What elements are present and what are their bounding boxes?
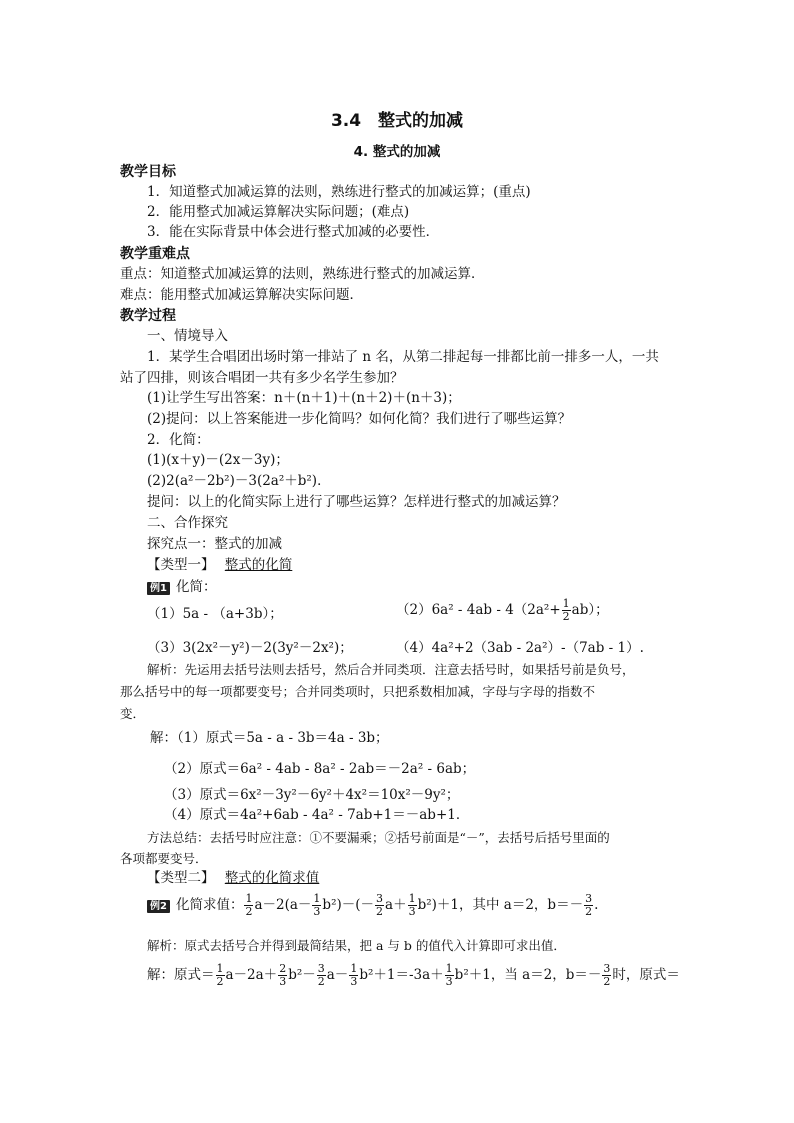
final-solution-prefix: 解：原式＝ [147,967,215,983]
process-text: 提问：以上的化简实际上进行了哪些运算？怎样进行整式的加减运算？ [147,494,566,510]
final-solution-tail: ，当 a＝2，b＝－ [490,967,602,983]
example-two-tail: ＋1，其中 a＝2，b＝－ [436,897,584,913]
process-subheading: 一、情境导入 [147,328,228,344]
method-summary: 各项都要变号． [120,851,208,866]
process-text: 站了四排，则该合唱团一共有多少名学生参加？ [120,370,404,386]
fraction: $\frac{1}{3}$ [408,892,416,918]
type-one-heading [147,556,292,574]
fraction [562,598,571,623]
fraction: $\frac{3}{2}$ [317,962,325,988]
type-one-title: 整式的化简 [224,557,293,573]
example-two-prompt: 化简求值： [175,897,244,913]
type-two-title: 整式的化简求值 [224,870,320,886]
example-one-prompt: 化简： [175,579,217,595]
process-text: (1)让学生写出答案：n＋(n＋1)＋(n＋2)＋(n＋3)； [147,390,461,406]
process-text: 2．化简： [147,432,210,448]
solution-step: （3）原式＝6x²－3y²－6y²＋4x²＝10x²－9y²； [164,787,460,803]
fraction: $\frac{3}{2}$ [585,892,593,918]
final-solution-mid: ＋1＝-3a＋ [373,967,444,983]
example-one-tag: 例1 [147,582,170,595]
section-heading-focus: 教学重难点 [120,246,190,262]
final-solution-line: 解：原式＝ $\frac{1}{2}$ a－2a＋ $\frac{2}{3}$ b²－ $\frac{3}{2}$ a－ $\frac{1}{3}$ b²＋1＝-3a＋ $\frac{1}{3}$ b²＋1，当 a＝2，b＝－ $\frac{3}{2}$ 时，原式＝ [147,962,680,988]
fraction: $\frac{1}{3}$ [445,962,453,988]
goal-item: 2．能用整式加减运算解决实际问题；(难点) [147,204,410,220]
example-one-q4: （4）4a²+2（3ab - 2a²）-（7ab - 1）. [396,640,644,656]
page-subtitle: 4. 整式的加减 [353,144,441,160]
solution-step: （4）原式＝4a²+6ab - 4a² - 7ab+1＝－ab+1． [164,807,470,823]
section-heading-process: 教学过程 [120,308,176,324]
process-text: (2)2(a²－2b²)－3(2a²＋b²)． [147,473,331,489]
type-one-prefix: 【类型一】 [147,557,215,573]
goal-item: 1．知道整式加减运算的法则，熟练进行整式的加减运算；(重点) [147,184,531,200]
solution-step: 解：（1）原式＝5a - a - 3b＝4a - 3b； [150,730,389,746]
example-two-tag: 例2 [147,900,170,913]
process-text: (1)(x＋y)－(2x－3y)； [147,452,289,468]
fraction: $\frac{2}{3}$ [279,962,287,988]
final-solution-end: 时，原式＝ [612,967,680,983]
example-one-q1: （1）5a - （a+3b）； [147,606,283,622]
analysis-one: 变． [120,706,146,721]
type-two-heading [147,869,319,887]
method-summary: 方法总结：去括号时应注意：①不要漏乘；②括号前面是“－”，去括号后括号里面的 [147,830,610,845]
analysis-one: 那么括号中的每一项都要变号；合并同类项时，只把系数相加减，字母与字母的指数不 [120,684,596,699]
analysis-two: 解析：原式去括号合并得到最简结果，把 a 与 b 的值代入计算即可求出值． [147,938,566,953]
analysis-one: 解析：先运用去括号法则去括号，然后合并同类项．注意去括号时，如果括号前是负号， [147,662,635,677]
process-text: 1．某学生合唱团出场时第一排站了 n 名，从第二排起每一排都比前一排多一人，一共 [147,349,659,365]
process-text: (2)提问：以上答案能进一步化简吗？如何化简？我们进行了哪些运算？ [147,411,572,427]
example-one-q2 [396,598,609,623]
fraction: $\frac{1}{2}$ [216,962,224,988]
example-one-header [147,578,216,596]
example-one-q3: （3）3(2x²－y²)－2(3y²－2x²)； [147,640,353,656]
goal-item: 3．能在实际背景中体会进行整式加减的必要性． [147,224,440,240]
type-two-prefix: 【类型二】 [147,870,215,886]
process-subheading: 二、合作探究 [147,515,228,531]
fraction-numerator: 1 [562,597,570,610]
focus-difficult-point: 难点：能用整式加减运算解决实际问题． [120,287,363,303]
example-two-line: 例2 化简求值： $\frac{1}{2}$ a－2(a－ $\frac{1}{3}$ b²)－(－ $\frac{3}{2}$ a＋ $\frac{1}{3}$ b²)＋1，其中 a＝2，b＝－ $\frac{3}{2}$ . [147,893,598,918]
section-heading-goals: 教学目标 [120,164,176,180]
focus-key-point: 重点：知道整式加减运算的法则，熟练进行整式的加减运算． [120,266,485,282]
page-title: 3.4 整式的加减 [330,111,464,131]
fraction-denominator: 2 [562,610,570,623]
fraction: $\frac{1}{2}$ [245,892,253,918]
process-text: 探究点一：整式的加减 [147,536,282,552]
fraction: $\frac{3}{2}$ [376,892,384,918]
fraction: $\frac{1}{3}$ [313,892,321,918]
fraction: $\frac{3}{2}$ [603,962,611,988]
q2-part-b: ab）； [571,602,609,618]
q2-part-a: （2）6a² - 4ab - 4（2a²+ [396,602,561,618]
solution-step: （2）原式＝6a² - 4ab - 8a² - 2ab＝－2a² - 6ab； [164,761,476,777]
fraction: $\frac{1}{3}$ [350,962,358,988]
